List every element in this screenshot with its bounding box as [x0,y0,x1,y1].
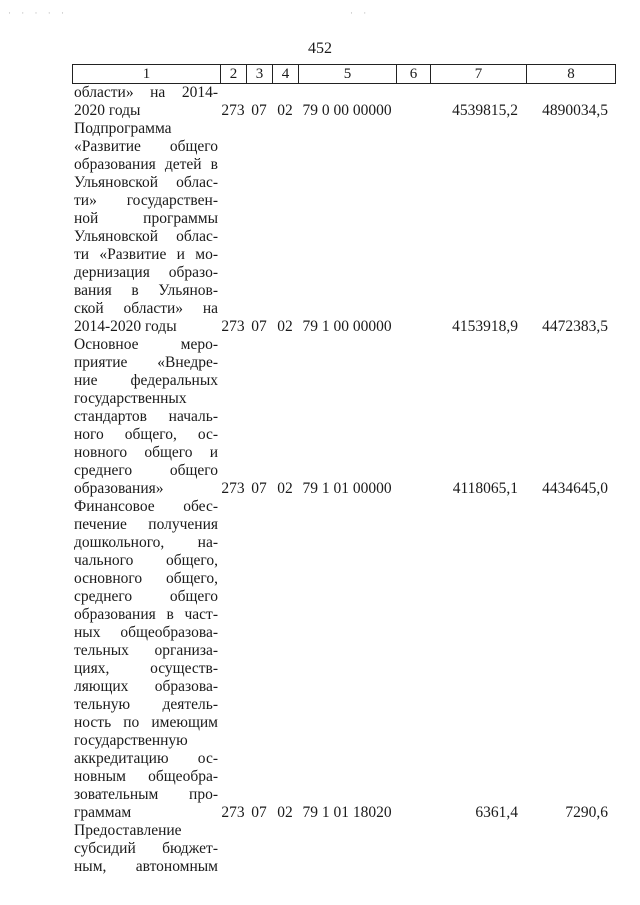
cell-c2: 273 [221,804,245,821]
cell-c7: 4118065,1 [452,480,518,497]
text-line: ных общеобразова- [74,624,218,641]
text-line: новным общеобра- [74,768,218,785]
cell-c8: 4890034,5 [542,102,608,119]
text-line: образования» [74,480,164,497]
text-line: субсидий бюджет- [74,840,218,857]
cell-c2: 273 [221,102,245,119]
text-line: Предоставление [74,822,182,839]
text-line: «Развитие общего [74,138,218,155]
text-line: государственную [74,732,188,749]
text-line: Ульяновской облас- [74,228,218,245]
text-line: ным, автономным [74,858,218,875]
cell-c4: 02 [277,480,293,497]
cell-c7: 4539815,2 [452,102,518,119]
text-line: новного общего и [74,444,218,461]
cell-c3: 07 [251,318,267,335]
text-line: приятие «Внедре- [74,354,218,371]
text-line: Основное меро- [74,336,218,353]
cell-c4: 02 [277,102,293,119]
cell-c8: 4434645,0 [542,480,608,497]
text-line: чального общего, [74,552,218,569]
cell-c8: 4472383,5 [542,318,608,335]
col-header-6: 6 [396,64,430,84]
text-line: Ульяновской облас- [74,174,218,191]
text-line: ного общего, ос- [74,426,218,443]
cell-c4: 02 [277,804,293,821]
col-header-1: 1 [72,64,220,84]
text-line: ной программы [74,210,218,227]
cell-c3: 07 [251,102,267,119]
col-header-8: 8 [526,64,616,84]
text-line: Финансовое обес- [74,498,218,515]
cell-c5: 79 1 01 18020 [302,804,392,821]
text-line: ляющих образова- [74,678,218,695]
text-line: вания в Ульянов- [74,282,218,299]
cell-c2: 273 [221,480,245,497]
text-line: дернизация образо- [74,264,218,281]
text-line: ской области» на [74,300,218,317]
text-line: тельных организа- [74,642,218,659]
text-line: стандартов началь- [74,408,218,425]
text-line: ние федеральных [74,372,218,389]
text-line: ти «Развитие и мо- [74,246,218,263]
cell-c7: 6361,4 [475,804,518,821]
text-line: граммам [74,804,132,821]
scan-artifact: · · · · · [8,8,68,18]
text-line: области» на 2014- [74,84,218,101]
page-number: 452 [308,40,332,57]
text-line: образования детей в [74,156,218,173]
cell-c8: 7290,6 [565,804,608,821]
cell-c4: 02 [277,318,293,335]
text-line: основного общего, [74,570,218,587]
text-line: среднего общего [74,462,218,479]
text-line: дошкольного, на- [74,534,218,551]
text-line: тельную деятель- [74,696,218,713]
text-line: ность по имеющим [74,714,218,731]
col-header-5: 5 [298,64,396,84]
text-line: циях, осуществ- [74,660,218,677]
col-header-4: 4 [272,64,298,84]
scan-artifact: · · [350,8,371,18]
col-header-2: 2 [220,64,246,84]
cell-c5: 79 0 00 00000 [302,102,392,119]
cell-c3: 07 [251,804,267,821]
text-line: Подпрограмма [74,120,172,137]
col-header-3: 3 [246,64,272,84]
cell-c5: 79 1 01 00000 [302,480,392,497]
text-line: зовательным про- [74,786,218,803]
text-line: аккредитацию ос- [74,750,218,767]
text-line: образования в част- [74,606,218,623]
cell-c7: 4153918,9 [452,318,518,335]
text-line: среднего общего [74,588,218,605]
text-line: ти» государствен- [74,192,218,209]
text-line: печение получения [74,516,218,533]
cell-c5: 79 1 00 00000 [302,318,392,335]
row-description-text [74,84,218,876]
text-line: 2014-2020 годы [74,318,177,335]
text-line: государственных [74,390,187,407]
text-line: 2020 годы [74,102,141,119]
cell-c3: 07 [251,480,267,497]
col-header-7: 7 [430,64,526,84]
cell-c2: 273 [221,318,245,335]
